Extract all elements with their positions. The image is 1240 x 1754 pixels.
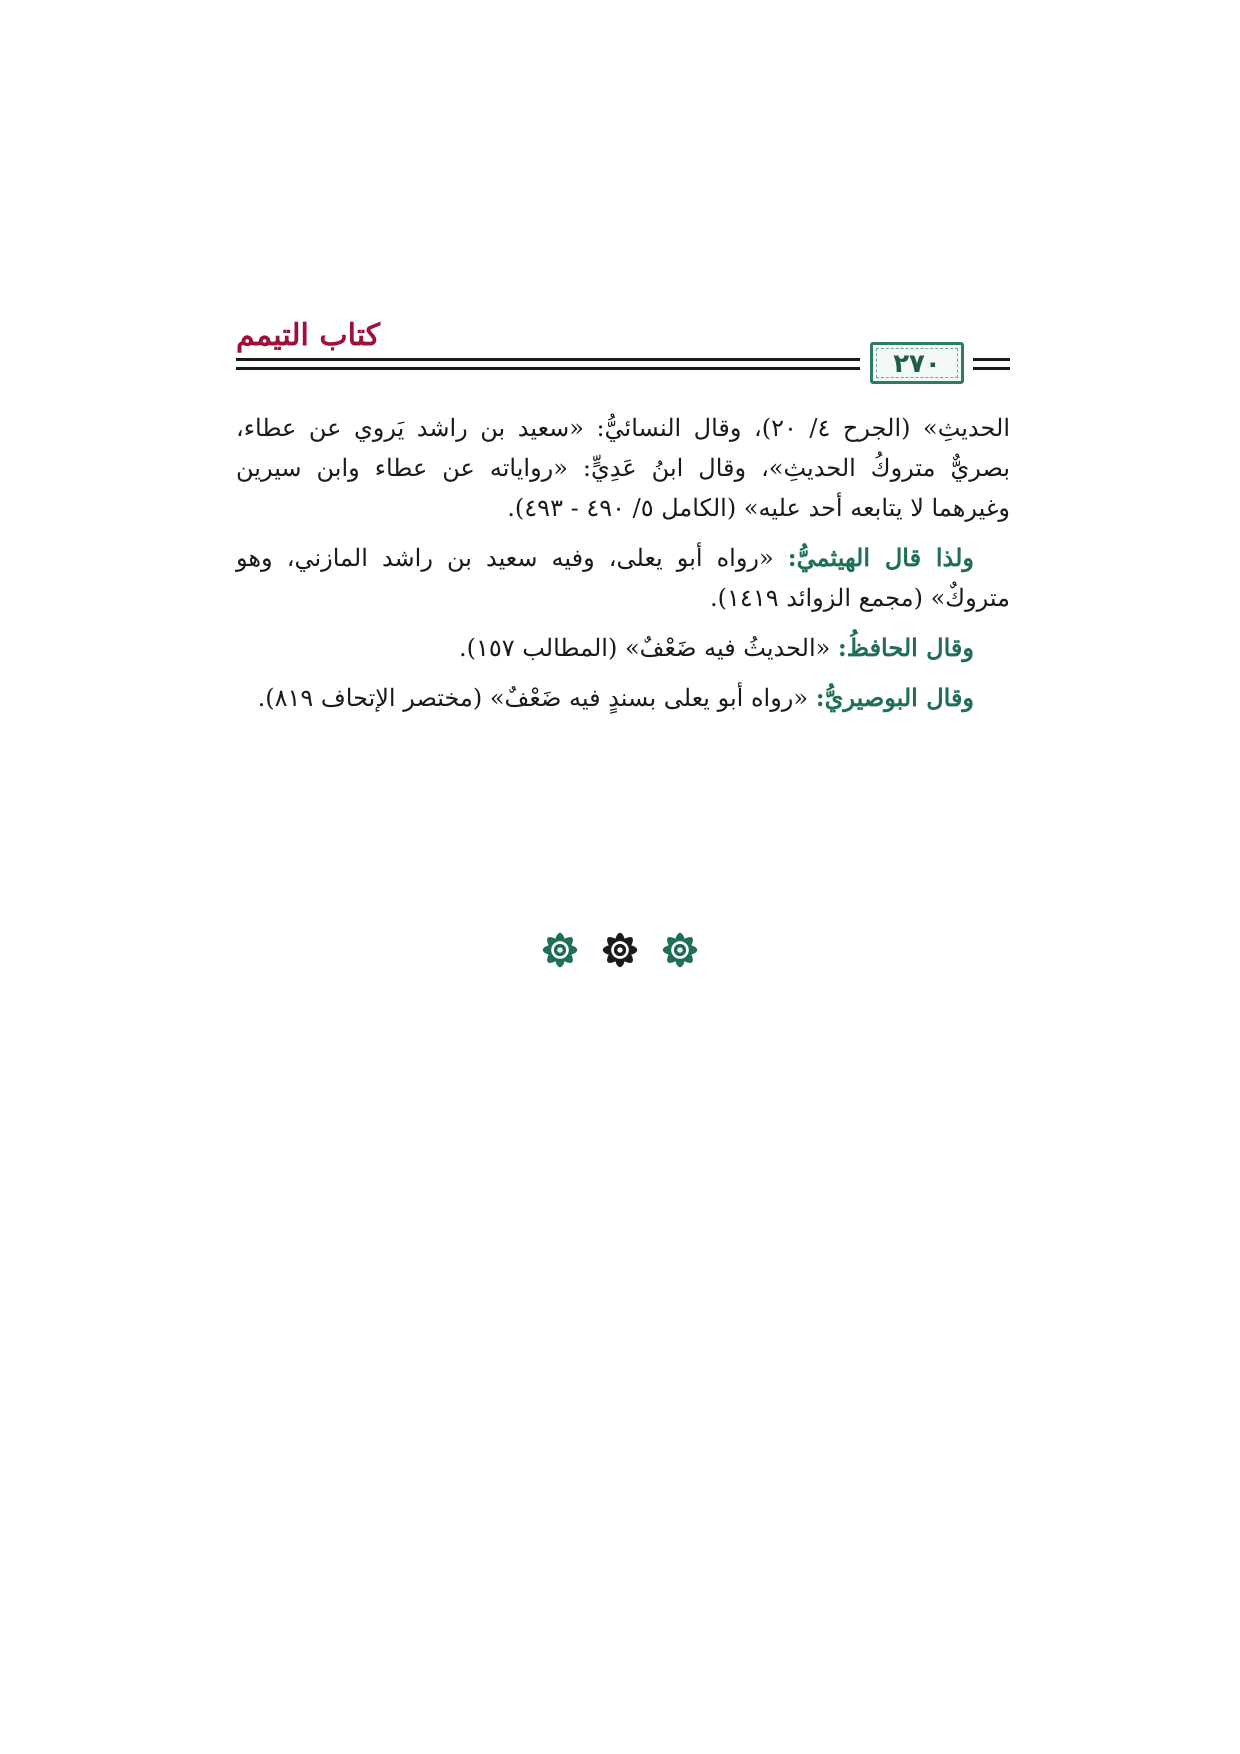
header-rule-right-top [973, 358, 1010, 361]
paragraph-lead: وقال الحافظُ: [837, 633, 974, 662]
paragraph-text: الحديثِ» (الجرح ٤/ ٢٠)، وقال النسائيُّ: «سعيد بن راشد يَروي عن عطاء، بصريٌّ متروكُ الحديثِ»، وقال ابنُ عَدِيٍّ: «رواياته عن عطاء وابن سيرين وغيرهما لا يتابعه أحد عليه» (الكامل ٥/ ٤٩٠ - ٤٩٣). [236, 414, 1011, 522]
header-rule-bottom [236, 367, 860, 370]
paragraph-2 [236, 538, 1010, 618]
paragraph-1 [236, 408, 1010, 528]
flower-ornament-icon [597, 927, 643, 973]
paragraph-text: «رواه أبو يعلى بسندٍ فيه ضَعْفٌ» (مختصر الإتحاف ٨١٩). [257, 684, 816, 712]
page-header [236, 318, 1010, 390]
paragraph-text: «رواه أبو يعلى، وفيه سعيد بن راشد المازني، وهو متروكٌ» (مجمع الزوائد ١٤١٩). [236, 544, 1010, 612]
book-title: كتاب التيمم [236, 318, 381, 353]
flower-ornament-icon [537, 927, 583, 973]
header-rule-top [236, 358, 860, 361]
paragraph-text: «الحديثُ فيه ضَعْفٌ» (المطالب ١٥٧). [458, 634, 838, 662]
header-rule-right-bottom [973, 367, 1010, 370]
flower-ornament-icon [657, 927, 703, 973]
section-separator [520, 920, 720, 980]
page-number-frame [870, 342, 964, 384]
paragraph-lead: وقال البوصيريُّ: [815, 683, 974, 712]
paragraph-4 [236, 678, 1010, 718]
paragraph-lead: ولذا قال الهيثميُّ: [787, 543, 974, 572]
page-number: ٢٧٠ [893, 349, 941, 379]
paragraph-3 [236, 628, 1010, 668]
page-body [236, 408, 1010, 718]
